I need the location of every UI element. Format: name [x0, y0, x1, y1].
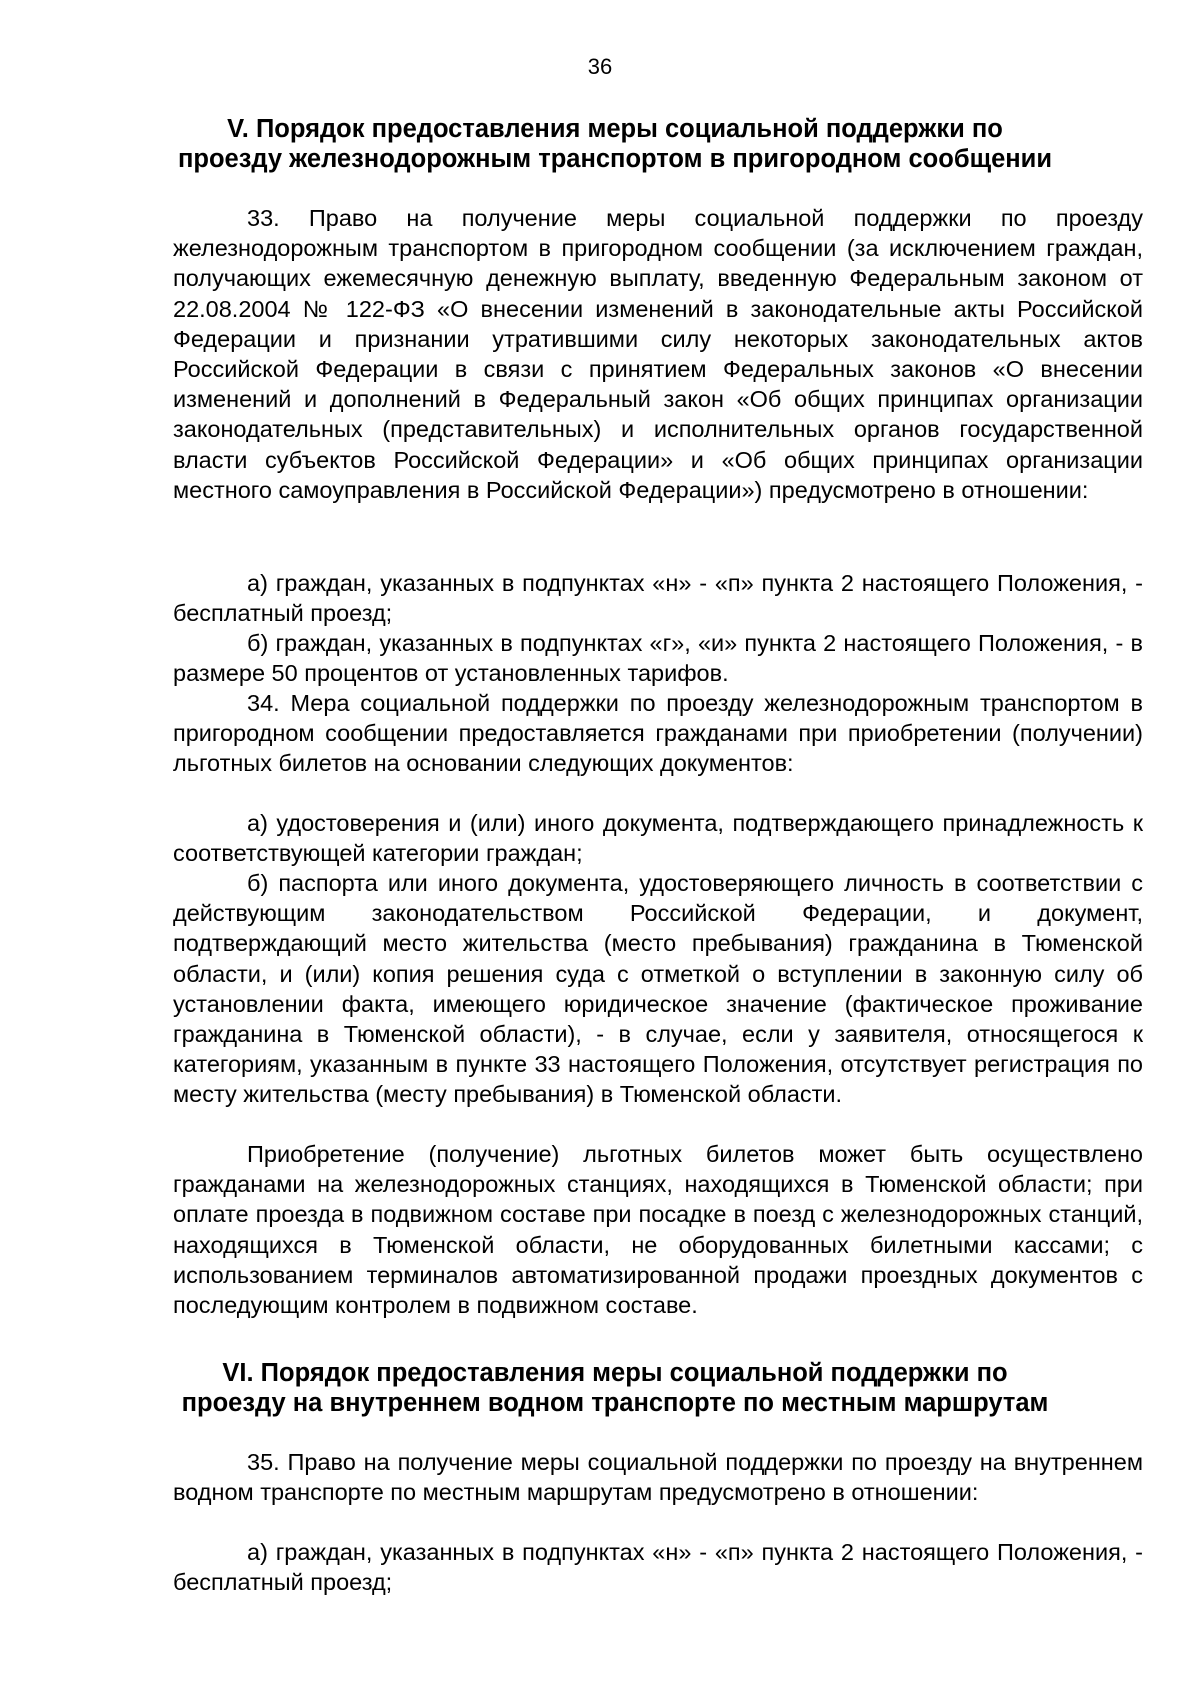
paragraph-35-item-a: а) граждан, указанных в подпунктах «н» - «п» пункта 2 настоящего Положения, - бесплатный проезд;: [173, 1539, 1143, 1596]
section-5-heading: [150, 114, 1080, 174]
section-6-heading: [150, 1358, 1080, 1418]
paragraph-34-item-b: б) паспорта или иного документа, удостоверяющего личность в соответствии с действующим законодательством Российской Федерации, и документ, подтверждающий место жительства (место пребывания) гражданина в Тюменской области, и (или) копия решения суда с отметкой о вступлении в законную силу об установлении факта, имеющего юридическое значение (фактическое проживание гражданина в Тюменской области), - в случае, если у заявителя, относящегося к категориям, указанным в пункте 33 настоящего Положения, отсутствует регистрация по месту жительства (месту пребывания) в Тюменской области.: [173, 870, 1143, 1108]
section-5-heading-line-2: проезду железнодорожным транспортом в пригородном сообщении: [177, 145, 1053, 173]
section-5-heading-line-1: V. Порядок предоставления меры социальной поддержки по: [227, 115, 1003, 143]
page-number: 36: [587, 54, 613, 79]
paragraph-34-item-a: а) удостоверения и (или) иного документа, подтверждающего принадлежность к соответствующей категории граждан;: [173, 810, 1143, 867]
paragraph-34-ticket-acquisition: Приобретение (получение) льготных билетов может быть осуществлено гражданами на железнодорожных станциях, находящихся в Тюменской области; при оплате проезда в подвижном составе при посадке в поезд с железнодорожных станций, находящихся в Тюменской области, не оборудованных билетными кассами; с использованием терминалов автоматизированной продажи проездных документов с последующим контролем в подвижном составе.: [173, 1141, 1143, 1319]
paragraph-33: 33. Право на получение меры социальной поддержки по проезду железнодорожным транспортом в пригородном сообщении (за исключением граждан, получающих ежемесячную денежную выплату, введенную Федеральным законом от 22.08.2004 № 122-ФЗ «О внесении изменений в законодательные акты Российской Федерации и признании утратившими силу некоторых законодательных актов Российской Федерации в связи с принятием Федеральных законов «О внесении изменений и дополнений в Федеральный закон «Об общих принципах организации законодательных (представительных) и исполнительных органов государственной власти субъектов Российской Федерации» и «Об общих принципах организации местного самоуправления в Российской Федерации») предусмотрено в отношении:: [173, 205, 1143, 503]
section-6-heading-line-1: VI. Порядок предоставления меры социальной поддержки по: [222, 1359, 1008, 1387]
section-6-heading-line-2: проезду на внутреннем водном транспорте по местным маршрутам: [181, 1389, 1049, 1417]
paragraph-34: 34. Мера социальной поддержки по проезду железнодорожным транспортом в пригородном сообщении предоставляется гражданами при приобретении (получении) льготных билетов на основании следующих документов:: [173, 690, 1143, 777]
paragraph-33-item-a: а) граждан, указанных в подпунктах «н» - «п» пункта 2 настоящего Положения, - бесплатный проезд;: [173, 570, 1143, 627]
paragraph-35: 35. Право на получение меры социальной поддержки по проезду на внутреннем водном транспорте по местным маршрутам предусмотрено в отношении:: [173, 1449, 1143, 1506]
paragraph-33-item-b: б) граждан, указанных в подпунктах «г», «и» пункта 2 настоящего Положения, - в размере 50 процентов от установленных тарифов.: [173, 630, 1143, 687]
